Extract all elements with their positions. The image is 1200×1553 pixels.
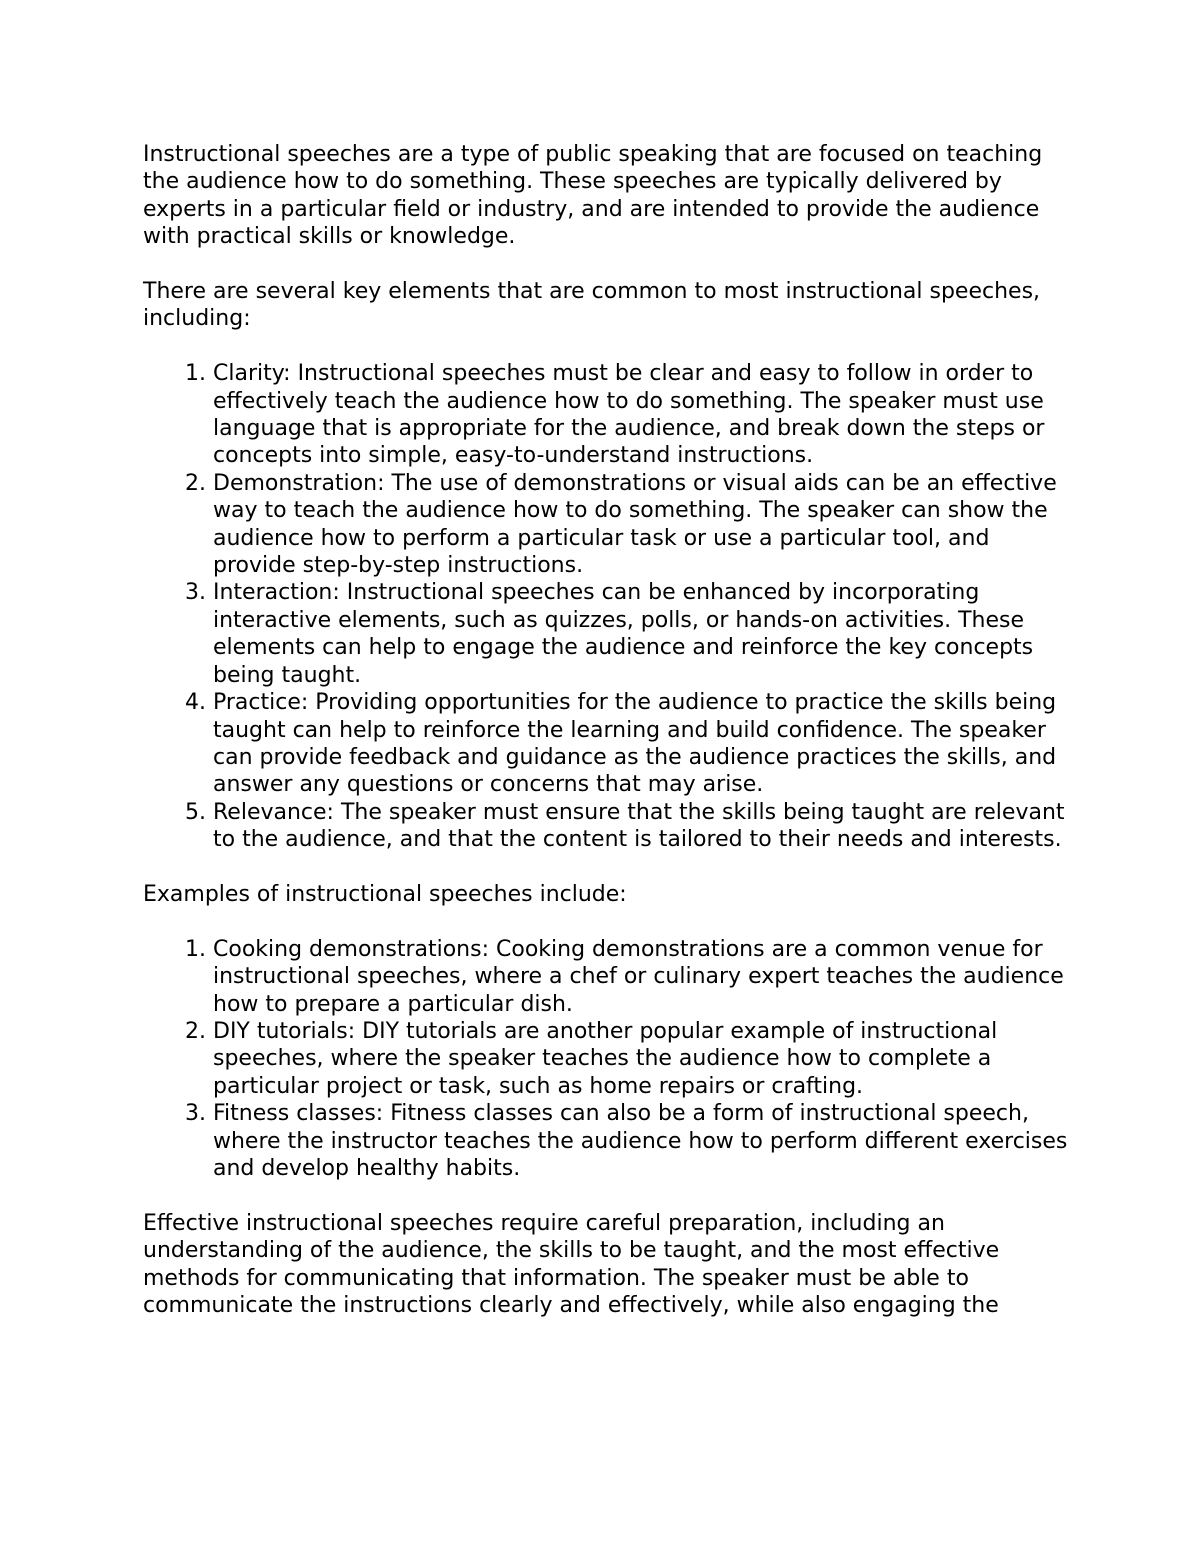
examples-lead: Examples of instructional speeches include:: [143, 881, 627, 907]
document-page: [143, 141, 1073, 1347]
list-item-diy: 2. DIY tutorials: DIY tutorials are another popular example of instructional speeches, where the speaker teaches the audience how to complete a particular project or task, such as home repairs or crafting.: [213, 1018, 1073, 1100]
list-item-cooking: 1. Cooking demonstrations: Cooking demonstrations are a common venue for instructional speeches, where a chef or culinary expert teaches the audience how to prepare a particular dish.: [213, 936, 1073, 1018]
intro-paragraph: Instructional speeches are a type of public speaking that are focused on teaching the audience how to do something. These speeches are typically delivered by experts in a particular field or industry, and are intended to provide the audience with practical skills or knowledge.: [143, 142, 1043, 250]
list-item-relevance: 5. Relevance: The speaker must ensure that the skills being taught are relevant to the audience, and that the content is tailored to their needs and interests.: [213, 799, 1073, 854]
list-item-demonstration: 2. Demonstration: The use of demonstrations or visual aids can be an effective way to teach the audience how to do something. The speaker can show the audience how to perform a particular task or use a particular tool, and provide step-by-step instructions.: [213, 470, 1073, 580]
list-item-fitness: 3. Fitness classes: Fitness classes can also be a form of instructional speech, where the instructor teaches the audience how to perform different exercises and develop healthy habits.: [213, 1100, 1073, 1182]
closing-paragraph: Effective instructional speeches require careful preparation, including an understanding of the audience, the skills to be taught, and the most effective methods for communicating that information. The speaker must be able to communicate the instructions clearly and effectively, while also engaging the: [143, 1210, 1000, 1318]
list-item-interaction: 3. Interaction: Instructional speeches can be enhanced by incorporating interactive elements, such as quizzes, polls, or hands-on activities. These elements can help to engage the audience and reinforce the key concepts being taught.: [213, 579, 1073, 689]
key-elements-list: [143, 360, 1073, 853]
key-elements-lead: There are several key elements that are common to most instructional speeches, including:: [143, 279, 1041, 332]
examples-list: [143, 936, 1073, 1183]
list-item-clarity: 1. Clarity: Instructional speeches must be clear and easy to follow in order to effectively teach the audience how to do something. The speaker must use language that is appropriate for the audience, and break down the steps or concepts into simple, easy-to-understand instructions.: [213, 360, 1073, 470]
list-item-practice: 4. Practice: Providing opportunities for the audience to practice the skills being taught can help to reinforce the learning and build confidence. The speaker can provide feedback and guidance as the audience practices the skills, and answer any questions or concerns that may arise.: [213, 689, 1073, 799]
